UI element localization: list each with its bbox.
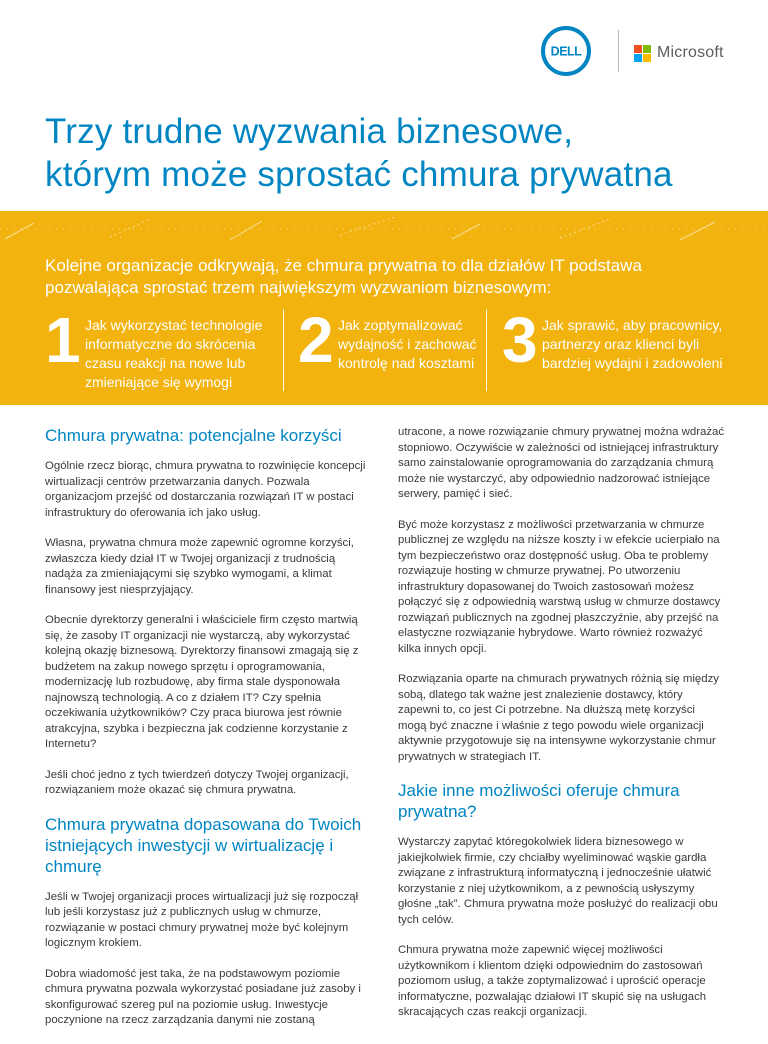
left-column [45,425,373,1044]
body-paragraph: Dobra wiadomość jest taka, że na podstawowym poziomie chmura prywatna pozwala wykorzystać posiadane już zasoby i skonfigurować szereg pul na poziomie usług. Inwestycje poczynione na rzecz zarządzania danymi nie zostaną [45,967,361,1026]
body-paragraph: utracone, a nowe rozwiązanie chmury prywatnej można wdrażać stopniowo. Oczywiście w zależności od istniejącej infrastruktury samo zainstalowanie oprogramowania do zarządzania chmurą może nie wystarczyć, aby odpowiednio nadzorować istniejące serwery, pamięć i sieć. [398,426,725,500]
body-paragraph: Wystarczy zapytać któregokolwiek lidera biznesowego w jakiejkolwiek firmie, czy chciałby wyeliminować wąskie gardła związane z infrastrukturą informatyczną i jednocześnie ułatwić korzystanie z niej użytkownikom, a z pewnością usłyszymy głośne „tak”. Chmura prywatna może posłużyć do realizacji obu tych celów. [398,836,718,926]
dell-logo [540,25,592,77]
page-header [0,0,768,210]
body-paragraph: Być może korzystasz z możliwości przetwarzania w chmurze publicznej ze względu na niższe koszty i w efekcie ucierpiało na tym bezpieczeństwo oraz dostępność usług. Oba te problemy rozwiązuje hosting w chmurze prywatnej. Po utworzeniu infrastruktury dopasowanej do Twoich zastosowań możesz połączyć się z odpowiednią warstwą usług w chmurze dostawcy rozwiązań publicznych na zgodnej płaszczyźnie, aby przejść na elastyczne rozwiązanie hybrydowe. Warto również rozważyć kilka innych opcji. [398,518,721,655]
section-heading-other-options: Jakie inne możliwości oferuje chmura prywatna? [398,781,680,821]
challenge-text: Jak sprawić, aby pracownicy, partnerzy oraz klienci byli bardziej wydajni i zadowoleni [542,317,723,371]
section-heading-benefits: Chmura prywatna: potencjalne korzyści [45,426,342,445]
microsoft-logo [634,44,724,62]
challenge-text: Jak zoptymalizować wydajność i zachować kontrolę nad kosztami [338,317,477,371]
body-paragraph: Chmura prywatna może zapewnić więcej możliwości użytkownikom i klientom dzięki odpowiednim do zastosowań poziomom usług, a także zoptymalizować i uprościć operacje informatyczne, pozwalając działowi IT skupić się na usługach skracających czas reakcji organizacji. [398,944,707,1018]
challenge-divider [283,309,284,391]
challenge-number: 2 [298,304,334,376]
challenge-text: Jak wykorzystać technologie informatyczne do skrócenia czasu reakcji na nowe lub zmieniające się wymogi [85,317,263,390]
page-title-line-2: którym może sprostać chmura prywatna [45,155,673,194]
body-paragraph: Jeśli choć jedno z tych twierdzeń dotyczy Twojej organizacji, rozwiązaniem może okazać się chmura prywatna. [45,768,349,796]
microsoft-logo-icon [634,45,651,62]
challenge-number: 1 [45,304,81,376]
page-title-line-1: Trzy trudne wyzwania biznesowe, [45,112,574,151]
challenge-item-3 [502,304,732,389]
challenge-number: 3 [502,304,538,376]
section-heading-virtualization: Chmura prywatna dopasowana do Twoich istniejących inwestycji w wirtualizację i chmurę [45,814,362,876]
band-dotted-pattern [0,211,768,241]
body-paragraph: Ogólnie rzecz biorąc, chmura prywatna to rozwinięcie koncepcji wirtualizacji centrów przetwarzania danych. Pozwala organizacjom przejść od dostarczania rozwiązań IT w postaci infrastruktury do oferowania ich jako usług. [45,460,366,519]
right-column [398,425,726,1036]
body-paragraph: Jeśli w Twojej organizacji proces wirtualizacji już się rozpoczął lub jeśli korzystasz już z publicznych usług w chmurze, rozwiązanie w postaci chmury prywatnej może być kolejnym logicznym krokiem. [45,890,359,949]
body-paragraph: Własna, prywatna chmura może zapewnić ogromne korzyści, zwłaszcza kiedy dział IT w Twojej organizacji z trudnością nadąża za zmieniającymi się szybko wymogami, a klimat finansowy jest niesprzyjający. [45,537,354,596]
page-title [45,110,673,196]
body-paragraph: Obecnie dyrektorzy generalni i właściciele firm często martwią się, że zasoby IT organizacji nie wystarczą, aby wykorzystać kolejną okazję biznesową. Dyrektorzy finansowi zmagają się z budżetem na zakup nowego sprzętu i oprogramowania, modernizację lub rozbudowę, aby firma stale dysponowała najnowszą technologią. A co z działem IT? Czy spełnia oczekiwania użytkowników? Czy praca biurowa jest równie atrakcyjna, szybka i bezpieczna jak codzienne korzystanie z Internetu? [45,614,359,750]
logo-divider [618,30,619,72]
challenge-item-1 [45,304,275,390]
challenges-intro: Kolejne organizacje odkrywają, że chmura prywatna to dla działów IT podstawa pozwalająca sprostać trzem największym wyzwaniom biznesowym: [45,256,642,297]
dell-logo-text: DELL [550,44,582,59]
challenge-item-2 [298,304,477,389]
body-paragraph: Rozwiązania oparte na chmurach prywatnych różnią się między sobą, dlatego tak ważne jest znalezienie dostawcy, który zapewni to, co jest Ci potrzebne. Na dłuższą metę korzyści mogą być znaczne i właśnie z tego powodu wiele organizacji aktywnie przygotowuje się na intensywne wykorzystanie chmur prywatnych w strategiach IT. [398,673,719,763]
challenge-divider [486,309,487,391]
microsoft-logo-text: Microsoft [657,44,724,61]
challenges-band [0,211,768,405]
